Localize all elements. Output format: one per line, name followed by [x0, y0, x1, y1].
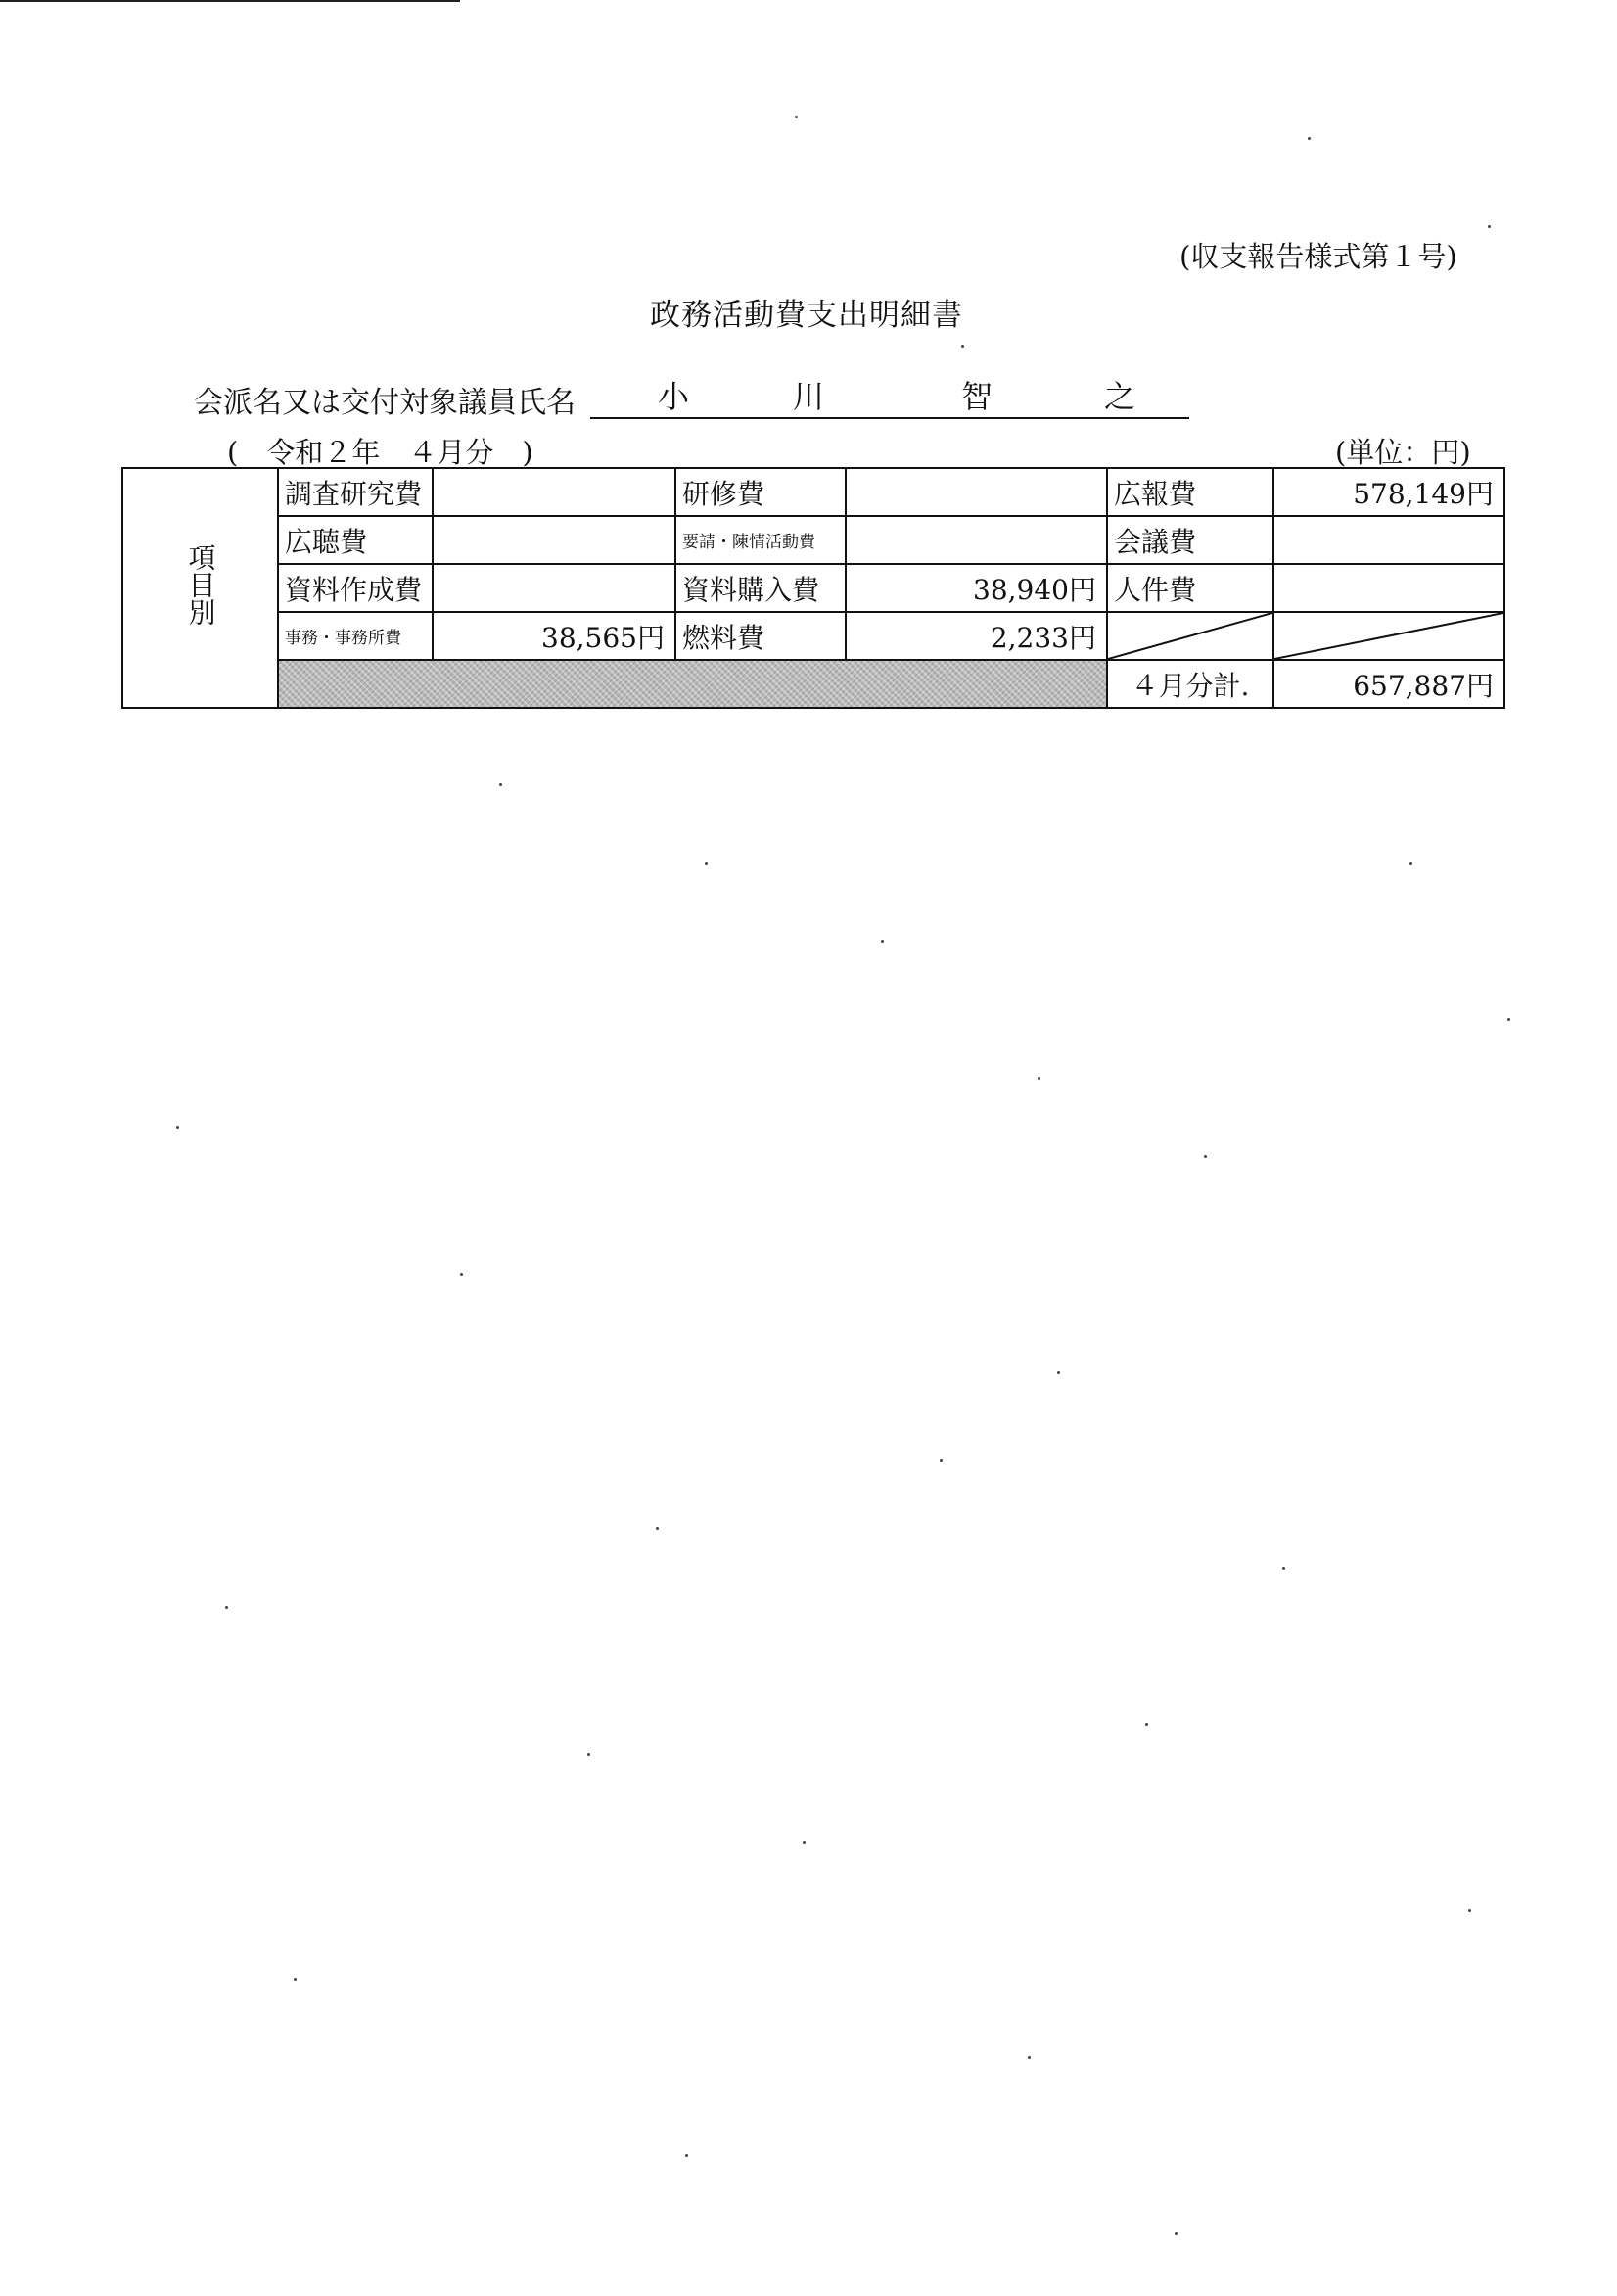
- unit-label: (単位：円): [1335, 436, 1471, 469]
- speck: [1488, 225, 1491, 228]
- category-value: [433, 468, 675, 516]
- diagonal-slash: [1108, 613, 1272, 659]
- empty-slashed-cell: [1107, 612, 1273, 660]
- expense-table: [121, 467, 1505, 709]
- speck: [685, 2154, 688, 2157]
- category-value: 578,149円: [1273, 468, 1504, 516]
- name-char-1: 小: [658, 378, 690, 415]
- category-value: [846, 516, 1107, 564]
- speck: [1028, 2056, 1031, 2059]
- name-underline: [590, 417, 1189, 419]
- speck: [961, 345, 964, 348]
- table-row: [122, 612, 1504, 660]
- category-label: 資料作成費: [278, 564, 433, 612]
- speck: [795, 116, 798, 118]
- category-value: 38,940円: [846, 564, 1107, 612]
- category-label: 広聴費: [278, 516, 433, 564]
- speck: [587, 1753, 590, 1756]
- top-border-line: [0, 0, 460, 2]
- speck: [294, 1978, 297, 1981]
- name-char-4: 之: [1104, 378, 1136, 415]
- category-label: 広報費: [1107, 468, 1273, 516]
- category-label: 調査研究費: [278, 468, 433, 516]
- category-value: 2,233円: [846, 612, 1107, 660]
- table-row: [122, 468, 1504, 516]
- speck: [1145, 1723, 1148, 1726]
- category-label: 燃料費: [675, 612, 846, 660]
- speck: [1282, 1567, 1285, 1570]
- category-label: 要請・陳情活動費: [675, 516, 846, 564]
- speck: [940, 1459, 943, 1462]
- speck: [225, 1606, 228, 1609]
- speck: [460, 1273, 463, 1276]
- total-label: ４月分計.: [1107, 660, 1273, 708]
- shaded-area: [278, 660, 1107, 708]
- table-row: [122, 516, 1504, 564]
- table-row: [122, 660, 1504, 708]
- speck: [499, 783, 502, 786]
- speck: [803, 1841, 806, 1844]
- row-header: [122, 468, 278, 708]
- name-char-2: 川: [793, 378, 825, 415]
- speck: [705, 862, 708, 865]
- speck: [1409, 862, 1412, 865]
- category-value: 38,565円: [433, 612, 675, 660]
- category-value: [1273, 516, 1504, 564]
- speck: [1057, 1371, 1060, 1374]
- table-row: [122, 564, 1504, 612]
- category-label: 会議費: [1107, 516, 1273, 564]
- document-title: 政務活動費支出明細書: [650, 298, 963, 333]
- speck: [1507, 1018, 1510, 1021]
- speck: [881, 940, 884, 943]
- empty-slashed-cell: [1273, 612, 1504, 660]
- category-label: 人件費: [1107, 564, 1273, 612]
- row-header-text: 項目別: [184, 542, 217, 626]
- category-value: [433, 564, 675, 612]
- category-value: [846, 468, 1107, 516]
- form-number: (収支報告様式第１号): [1179, 240, 1457, 273]
- speck: [656, 1527, 659, 1530]
- speck: [176, 1126, 179, 1129]
- report-period: ( 令和２年 ４月分 ): [227, 436, 533, 469]
- category-label: 資料購入費: [675, 564, 846, 612]
- category-value: [1273, 564, 1504, 612]
- speck: [1468, 1909, 1471, 1912]
- diagonal-slash: [1274, 613, 1503, 659]
- speck: [1038, 1077, 1040, 1080]
- name-label: 会派名又は交付対象議員氏名: [194, 386, 576, 420]
- category-label: 研修費: [675, 468, 846, 516]
- speck: [1175, 2232, 1178, 2235]
- speck: [1204, 1155, 1207, 1158]
- total-value: 657,887円: [1273, 660, 1504, 708]
- name-char-3: 智: [961, 378, 993, 415]
- speck: [1308, 137, 1311, 140]
- category-value: [433, 516, 675, 564]
- category-label: 事務・事務所費: [278, 612, 433, 660]
